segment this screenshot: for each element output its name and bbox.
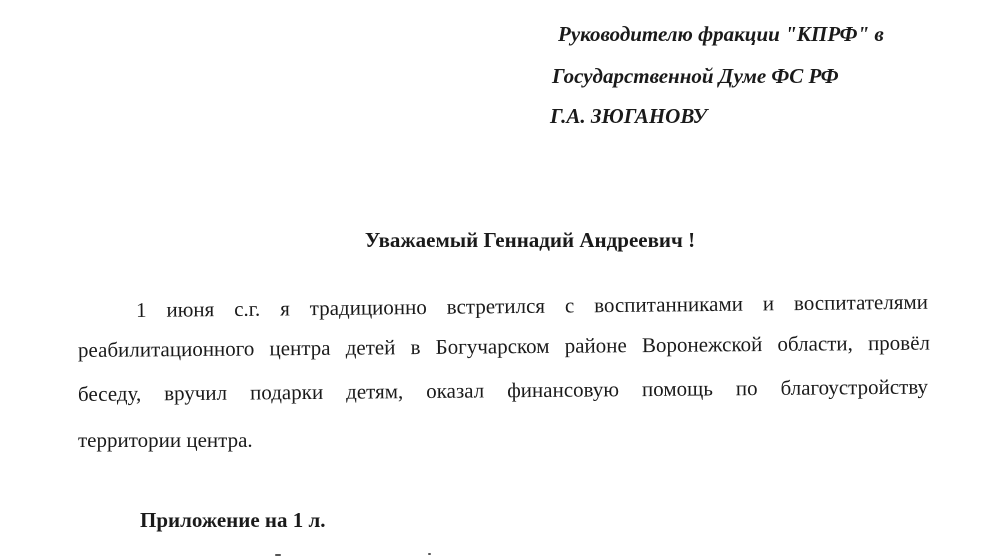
scan-artifact — [275, 554, 281, 556]
body-line-1: 1 июня с.г. я традиционно встретился с воспитанниками и воспитателями — [135, 289, 929, 322]
body-line-4: территории центра. — [78, 428, 253, 452]
scan-artifact — [428, 553, 431, 555]
attachment-note: Приложение на 1 л. — [140, 508, 326, 532]
body-line-3: беседу, вручил подарки детям, оказал финансовую помощь по благоустройству — [77, 374, 929, 406]
salutation: Уважаемый Геннадий Андреевич ! — [364, 228, 696, 252]
addressee-line-2: Государственной Думе ФС РФ — [552, 64, 839, 88]
addressee-line-3: Г.А. ЗЮГАНОВУ — [550, 104, 708, 128]
body-line-2: реабилитационного центра детей в Богучарском районе Воронежской области, провёл — [77, 330, 931, 362]
addressee-line-1: Руководителю фракции "КПРФ" в — [558, 22, 884, 46]
